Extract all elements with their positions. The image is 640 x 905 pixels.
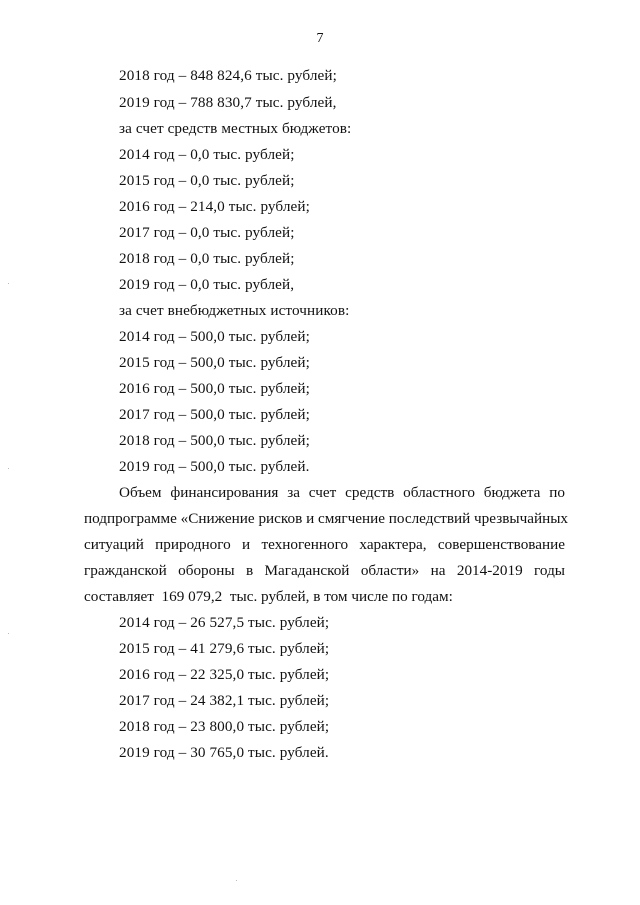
text-line: 2017 год – 0,0 тыс. рублей; <box>119 224 295 241</box>
text-line: 2018 год – 500,0 тыс. рублей; <box>119 432 310 449</box>
text-line: 2019 год – 0,0 тыс. рублей, <box>119 276 295 293</box>
scan-speck <box>8 468 9 469</box>
text-line: 2014 год – 26 527,5 тыс. рублей; <box>119 614 330 631</box>
text-line: 2016 год – 22 325,0 тыс. рублей; <box>119 666 330 683</box>
scan-speck <box>8 283 9 284</box>
text-line: 2017 год – 24 382,1 тыс. рублей; <box>119 692 330 709</box>
text-line: 2015 год – 0,0 тыс. рублей; <box>119 172 295 189</box>
paragraph-line: ситуаций природного и техногенного характера, совершенствование <box>84 536 565 553</box>
text-line: 2014 год – 0,0 тыс. рублей; <box>119 146 295 163</box>
page-number: 7 <box>316 31 324 46</box>
text-line: 2018 год – 23 800,0 тыс. рублей; <box>119 718 330 735</box>
paragraph-line: гражданской обороны в Магаданской области» на 2014-2019 годы <box>84 562 565 579</box>
text-line: за счет средств местных бюджетов: <box>119 120 352 137</box>
paragraph-line: Объем финансирования за счет средств областного бюджета по <box>119 484 565 501</box>
text-line: 2015 год – 500,0 тыс. рублей; <box>119 354 310 371</box>
text-line: 2019 год – 30 765,0 тыс. рублей. <box>119 744 329 761</box>
scan-speck <box>236 880 237 881</box>
paragraph-line: составляет 169 079,2 тыс. рублей, в том числе по годам: <box>84 588 453 605</box>
text-line: 2016 год – 500,0 тыс. рублей; <box>119 380 310 397</box>
scan-speck <box>8 633 9 634</box>
text-line: 2018 год – 0,0 тыс. рублей; <box>119 250 295 267</box>
paragraph-line: подпрограмме «Снижение рисков и смягчение последствий чрезвычайных <box>84 510 569 527</box>
text-line: 2016 год – 214,0 тыс. рублей; <box>119 198 310 215</box>
text-line: за счет внебюджетных источников: <box>119 302 350 319</box>
text-line: 2014 год – 500,0 тыс. рублей; <box>119 328 310 345</box>
text-line: 2019 год – 500,0 тыс. рублей. <box>119 458 310 475</box>
text-line: 2015 год – 41 279,6 тыс. рублей; <box>119 640 330 657</box>
text-line: 2018 год – 848 824,6 тыс. рублей; <box>119 67 337 84</box>
text-line: 2019 год – 788 830,7 тыс. рублей, <box>119 94 337 111</box>
text-line: 2017 год – 500,0 тыс. рублей; <box>119 406 310 423</box>
